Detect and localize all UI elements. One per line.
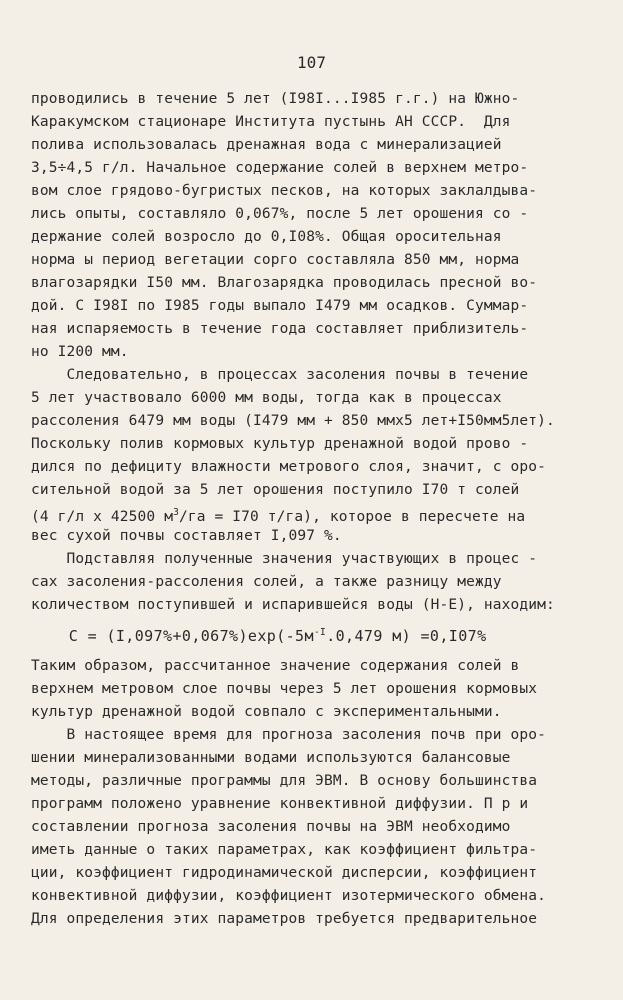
text-line: составлении прогноза засоления почвы на ЭВМ необходимо xyxy=(31,819,511,835)
text-line: ции, коэффициент гидродинамической дисперсии, коэффициент xyxy=(31,865,538,881)
text-line: дой. С I98I по I985 годы выпало I479 мм осадков. Суммар- xyxy=(31,298,529,314)
text-line: количеством поступившей и испарившейся воды (Н-Е), находим: xyxy=(31,597,555,613)
text-line xyxy=(31,503,525,527)
text-line: 5 лет участвовало 6000 мм воды, тогда как в процессах xyxy=(31,390,502,406)
text-line: Подставляя полученные значения участвующих в процес - xyxy=(31,551,538,567)
text-line: но I200 мм. xyxy=(31,344,129,360)
text-segment: .0,479 м) =0,I07% xyxy=(326,627,487,645)
text-line: конвективной диффузии, коэффициент изотермического обмена. xyxy=(31,888,547,904)
text-line: культур дренажной водой совпало с экспериментальными. xyxy=(31,704,502,720)
text-line: полива использовалась дренажная вода с минерализацией xyxy=(31,137,502,153)
text-segment: /га = I70 т/га), которое в пересчете на xyxy=(178,509,526,525)
text-segment: С = (I,097%+0,067%)exp(-5м xyxy=(31,627,314,645)
page-number: 107 xyxy=(297,53,326,72)
text-line: верхнем метровом слое почвы через 5 лет орошения кормовых xyxy=(31,681,538,697)
text-line: программ положено уравнение конвективной диффузии. П р и xyxy=(31,796,529,812)
text-line: Таким образом, рассчитанное значение содержания солей в xyxy=(31,658,520,674)
text-line: ная испаряемость в течение года составляет приблизитель- xyxy=(31,321,529,337)
text-line: дился по дефициту влажности метрового слоя, значит, с оро- xyxy=(31,459,547,475)
text-line: сах засоления-рассоления солей, а также разницу между xyxy=(31,574,502,590)
text-line: В настоящее время для прогноза засоления почв при оро- xyxy=(31,727,547,743)
text-line: Каракумском стационаре Института пустынь АН СССР. Для xyxy=(31,114,511,130)
text-line: держание солей возросло до 0,I08%. Общая оросительная xyxy=(31,229,502,245)
text-line: рассоления 6479 мм воды (I479 мм + 850 ммх5 лет+I50мм5лет). xyxy=(31,413,555,429)
text-line: вес сухой почвы составляет I,097 %. xyxy=(31,528,342,544)
text-line: сительной водой за 5 лет орошения поступило I70 т солей xyxy=(31,482,520,498)
text-line: лись опыты, составляло 0,067%, после 5 лет орошения со - xyxy=(31,206,529,222)
text-line: норма ы период вегетации сорго составляла 850 мм, норма xyxy=(31,252,520,268)
text-line: иметь данные о таких параметрах, как коэффициент фильтра- xyxy=(31,842,538,858)
text-line: Следовательно, в процессах засоления почвы в течение xyxy=(31,367,529,383)
text-line: 3,5÷4,5 г/л. Начальное содержание солей в верхнем метро- xyxy=(31,160,529,176)
text-line: проводились в течение 5 лет (I98I...I985 г.г.) на Южно- xyxy=(31,91,520,107)
text-line: методы, различные программы для ЭВМ. В основу большинства xyxy=(31,773,538,789)
text-line: Поскольку полив кормовых культур дренажной водой прово - xyxy=(31,436,529,452)
text-line: вом слое грядово-бугристых песков, на которых заклалдыва- xyxy=(31,183,538,199)
superscript: -I xyxy=(313,627,327,638)
superscript: 3 xyxy=(173,507,179,518)
text-line: шении минерализованными водами используются балансовые xyxy=(31,750,511,766)
text-line: Для определения этих параметров требуется предварительное xyxy=(31,911,538,927)
text-line xyxy=(31,623,487,646)
text-line: влагозарядки I50 мм. Влагозарядка проводилась пресной во- xyxy=(31,275,538,291)
text-segment: (4 г/л х 42500 м xyxy=(31,509,174,525)
